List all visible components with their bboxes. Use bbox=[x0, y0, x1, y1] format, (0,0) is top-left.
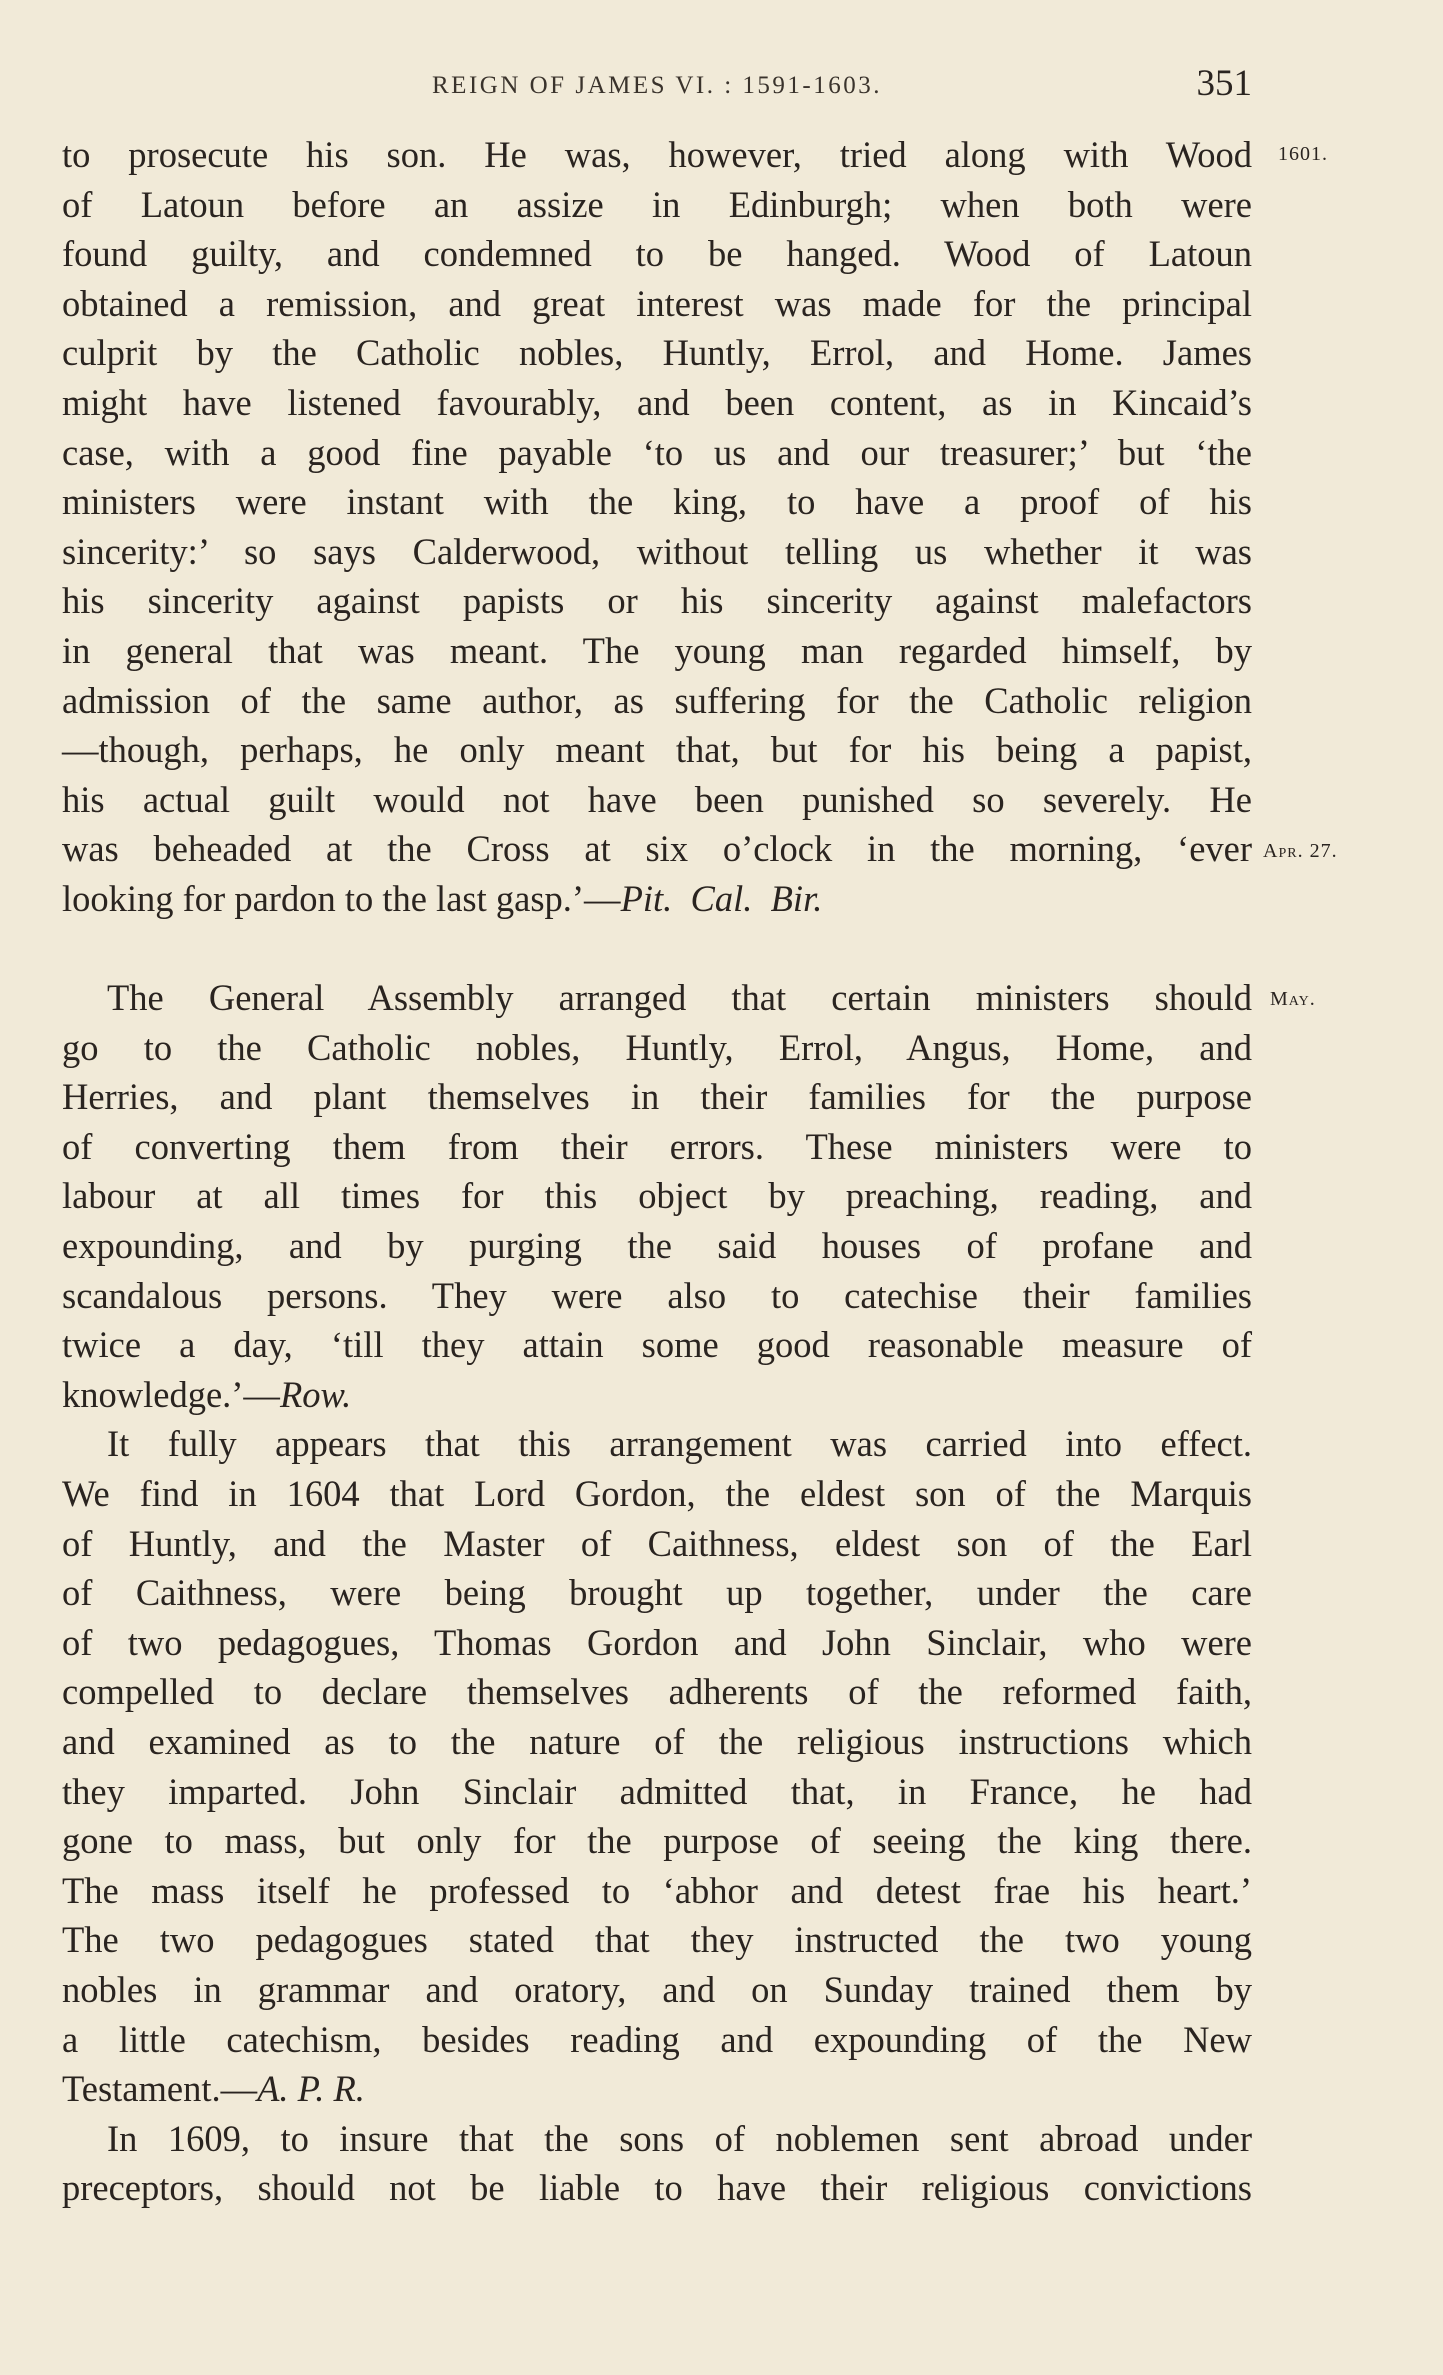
text-line: The two pedagogues stated that they instructed the two young bbox=[62, 1919, 1252, 1961]
text-line: compelled to declare themselves adherents of the reformed faith, bbox=[62, 1671, 1252, 1713]
text-line: gone to mass, but only for the purpose of seeing the king there. bbox=[62, 1820, 1252, 1862]
text-line: was beheaded at the Cross at six o’clock in the morning, ‘ever bbox=[62, 828, 1252, 870]
text-line: they imparted. John Sinclair admitted that, in France, he had bbox=[62, 1770, 1252, 1812]
citation: Row. bbox=[279, 1373, 352, 1415]
running-head: REIGN OF JAMES VI. : 1591-1603. bbox=[432, 72, 882, 99]
paragraph-2 bbox=[62, 973, 1252, 1419]
line-text: Testament.— bbox=[62, 2068, 258, 2110]
text-line: We find in 1604 that Lord Gordon, the eldest son of the Marquis bbox=[62, 1473, 1252, 1515]
citation: Pit. Cal. Bir. bbox=[620, 877, 823, 919]
line-text: knowledge.’— bbox=[62, 1373, 280, 1415]
text-line: his actual guilt would not have been punished so severely. He bbox=[62, 778, 1252, 820]
text-line: Herries, and plant themselves in their families for the purpose bbox=[62, 1076, 1252, 1118]
text-line bbox=[62, 2064, 1252, 2114]
margin-note-year: 1601. bbox=[1278, 143, 1328, 165]
text-line: in general that was meant. The young man regarded himself, by bbox=[62, 629, 1252, 671]
text-line: culprit by the Catholic nobles, Huntly, Errol, and Home. James bbox=[62, 332, 1252, 374]
text-line: nobles in grammar and oratory, and on Sunday trained them by bbox=[62, 1968, 1252, 2010]
text-line: The General Assembly arranged that certain ministers should bbox=[107, 977, 1252, 1019]
text-line: case, with a good fine payable ‘to us and our treasurer;’ but ‘the bbox=[62, 431, 1252, 473]
margin-note-date: Apr. 27. bbox=[1263, 840, 1338, 862]
text-line: his sincerity against papists or his sincerity against malefactors bbox=[62, 580, 1252, 622]
text-line: obtained a remission, and great interest was made for the principal bbox=[62, 282, 1252, 324]
text-line: a little catechism, besides reading and expounding of the New bbox=[62, 2018, 1252, 2060]
body-text bbox=[62, 130, 1252, 2213]
text-line: might have listened favourably, and been content, as in Kincaid’s bbox=[62, 381, 1252, 423]
text-line: to prosecute his son. He was, however, tried along with Wood bbox=[62, 134, 1252, 175]
text-line: twice a day, ‘till they attain some good reasonable measure of bbox=[62, 1324, 1252, 1366]
page-header bbox=[62, 62, 1252, 112]
paragraph-3 bbox=[62, 1419, 1252, 2113]
text-line: It fully appears that this arrangement was carried into effect. bbox=[107, 1423, 1252, 1465]
text-line: of Caithness, were being brought up together, under the care bbox=[62, 1572, 1252, 1614]
paragraph-gap bbox=[62, 924, 1252, 974]
margin-note-month: May. bbox=[1270, 988, 1316, 1010]
text-line: labour at all times for this object by preaching, reading, and bbox=[62, 1175, 1252, 1217]
text-line: of Huntly, and the Master of Caithness, eldest son of the Earl bbox=[62, 1522, 1252, 1564]
line-text: looking for pardon to the last gasp.’— bbox=[62, 877, 621, 919]
text-line bbox=[62, 1370, 1252, 1420]
text-line: scandalous persons. They were also to catechise their families bbox=[62, 1274, 1252, 1316]
text-line: of two pedagogues, Thomas Gordon and John Sinclair, who were bbox=[62, 1621, 1252, 1663]
citation: A. P. R. bbox=[257, 2068, 365, 2110]
text-line: go to the Catholic nobles, Huntly, Errol, Angus, Home, and bbox=[62, 1026, 1252, 1068]
text-line: ministers were instant with the king, to have a proof of his bbox=[62, 481, 1252, 523]
text-line: expounding, and by purging the said houses of profane and bbox=[62, 1225, 1252, 1267]
paragraph-4 bbox=[62, 2114, 1252, 2213]
text-line: —though, perhaps, he only meant that, but for his being a papist, bbox=[62, 729, 1252, 771]
text-line: sincerity:’ so says Calderwood, without telling us whether it was bbox=[62, 530, 1252, 572]
text-line: of converting them from their errors. These ministers were to bbox=[62, 1125, 1252, 1167]
text-line: found guilty, and condemned to be hanged. Wood of Latoun bbox=[62, 233, 1252, 275]
text-line bbox=[62, 874, 1252, 924]
text-line: The mass itself he professed to ‘abhor and detest frae his heart.’ bbox=[62, 1869, 1252, 1911]
paragraph-1 bbox=[62, 130, 1252, 924]
text-line: of Latoun before an assize in Edinburgh; when both were bbox=[62, 183, 1252, 225]
text-line: preceptors, should not be liable to have their religious convictions bbox=[62, 2167, 1252, 2209]
text-line: admission of the same author, as suffering for the Catholic religion bbox=[62, 679, 1252, 721]
text-line: In 1609, to insure that the sons of noblemen sent abroad under bbox=[107, 2117, 1252, 2159]
text-line: and examined as to the nature of the religious instructions which bbox=[62, 1721, 1252, 1762]
page-number: 351 bbox=[1196, 63, 1252, 104]
